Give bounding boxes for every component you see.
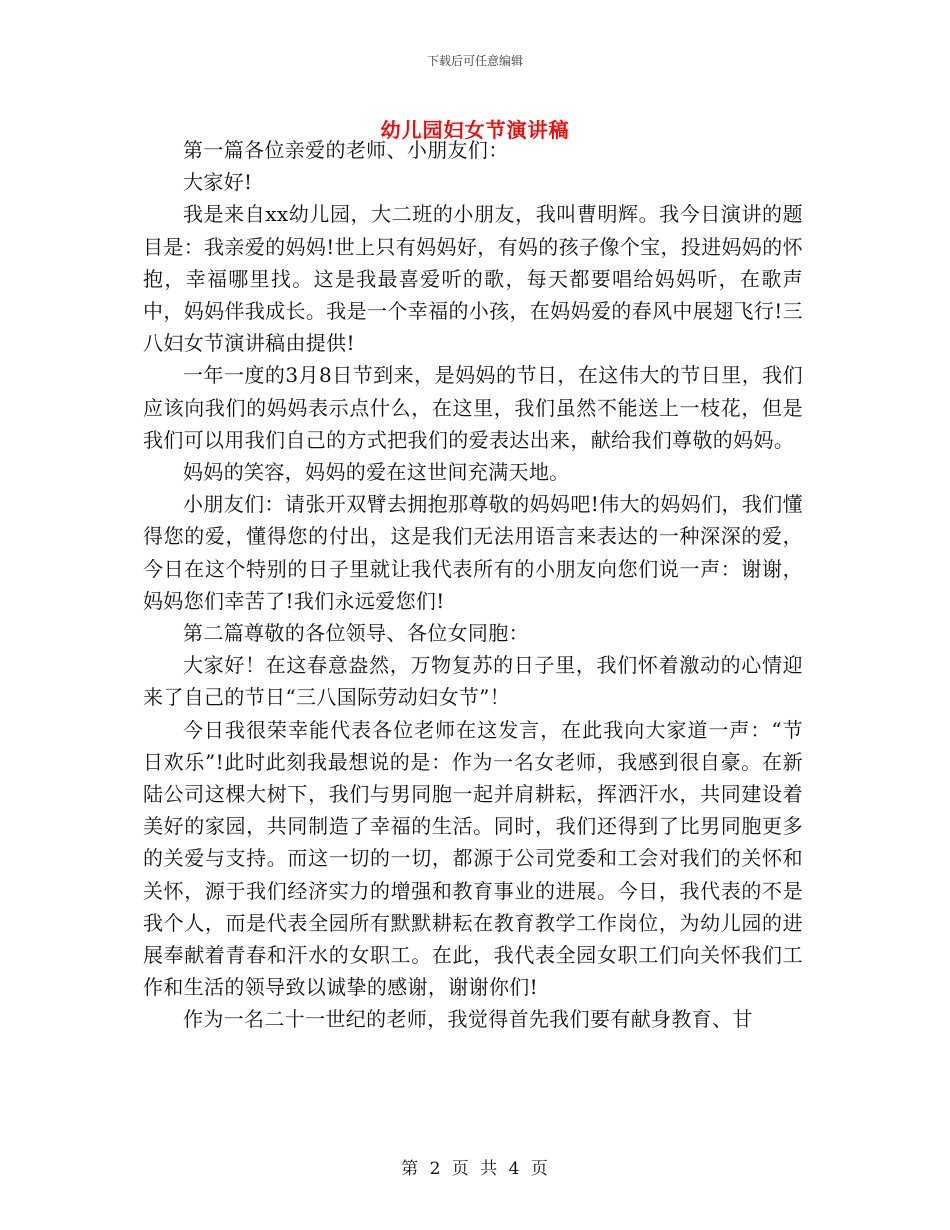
footer-current-page: 2 [429, 1159, 442, 1179]
paragraph: 第二篇尊敬的各位领导、各位女同胞： [183, 621, 529, 646]
paragraph: 一年一度的3月8日节到来，是妈妈的节日，在这伟大的节日里，我们应该向我们的妈妈表示点什么，在这里，我们虽然不能送上一枝花，但是我们可以用我们自己的方式把我们的爱表达出来，献给我们尊敬的妈妈。 [143, 363, 803, 452]
document-title: 幼儿园妇女节演讲稿 [380, 118, 570, 142]
footer-label: 页 [530, 1159, 549, 1179]
header-note: 下载后可任意编辑 [426, 54, 523, 68]
paragraph: 第一篇各位亲爱的老师、小朋友们： [183, 138, 509, 162]
paragraph: 小朋友们：请张开双臂去拥抱那尊敬的妈妈吧!伟大的妈妈们，我们懂得您的爱，懂得您的付出，这是我们无法用语言来表达的一种深深的爱，今日在这个特别的日子里就让我代表所有的小朋友向您们说一声：谢谢，妈妈您们幸苦了!我们永远爱您们! [143, 492, 803, 613]
paragraph: 大家好! [183, 170, 253, 195]
paragraph: 妈妈的笑容，妈妈的爱在这世间充满天地。 [183, 460, 570, 485]
paragraph: 大家好！在这春意盎然，万物复苏的日子里，我们怀着激动的心情迎来了自己的节日“三八国际劳动妇女节”！ [143, 653, 803, 710]
footer-label: 共 [480, 1159, 499, 1179]
page-footer [0, 1154, 950, 1179]
paragraph: 今日我很荣幸能代表各位老师在这发言，在此我向大家道一声：“节日欢乐”!此时此刻我最想说的是：作为一名女老师，我感到很自豪。在新陆公司这棵大树下，我们与男同胞一起并肩耕耘，挥洒汗水，共同建设着美好的家园，共同制造了幸福的生活。同时，我们还得到了比男同胞更多的关爱与支持。而这一切的一切，都源于公司党委和工会对我们的关怀和关怀，源于我们经济实力的增强和教育事业的进展。今日，我代表的不是我个人，而是代表全园所有默默耕耘在教育教学工作岗位，为幼儿园的进展奉献着青春和汗水的女职工。在此，我代表全园女职工们向关怀我们工作和生活的领导致以诚挚的感谢，谢谢你们! [143, 717, 803, 1000]
footer-total-pages: 4 [508, 1159, 521, 1179]
footer-label: 页 [451, 1159, 470, 1179]
paragraph: 作为一名二十一世纪的老师，我觉得首先我们要有献身教育、甘 [183, 1007, 753, 1032]
document-body [143, 134, 803, 1036]
footer-label: 第 [401, 1159, 420, 1179]
paragraph: 我是来自xx幼儿园，大二班的小朋友，我叫曹明辉。我今日演讲的题目是：我亲爱的妈妈!世上只有妈妈好，有妈的孩子像个宝，投进妈妈的怀抱，幸福哪里找。这是我最喜爱听的歌，每天都要唱给妈妈听，在歌声中，妈妈伴我成长。我是一个幸福的小孩，在妈妈爱的春风中展翅飞行!三八妇女节演讲稿由提供! [143, 202, 803, 356]
